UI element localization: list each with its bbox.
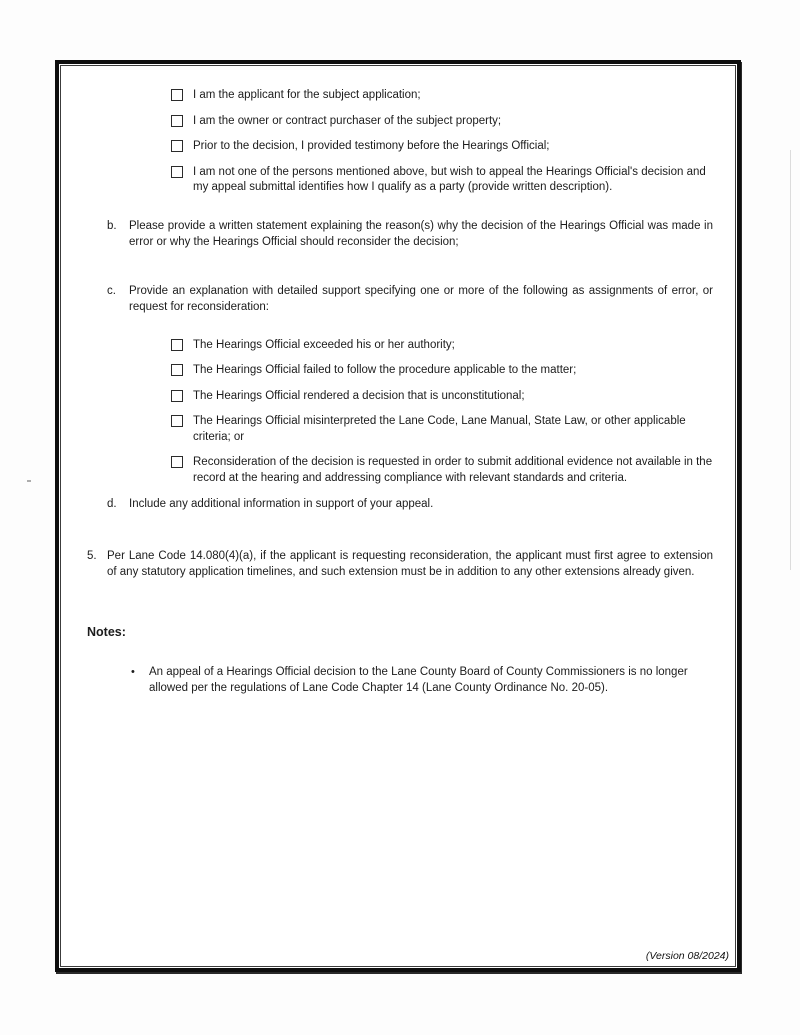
item-d-letter: d. [107,498,117,510]
checkbox-item-reconsideration [171,455,713,486]
checkbox-owner[interactable] [171,115,183,127]
notes-list [131,664,713,696]
item-5-text: Per Lane Code 14.080(4)(a), if the applicant is requesting reconsideration, the applicant must first agree to extension of any statutory application timelines, and such extension must be in addition to any other extensions already given. [107,550,713,578]
checkbox-testimony[interactable] [171,140,183,152]
item-b [107,218,713,250]
item-5 [87,548,713,580]
checkbox-label: The Hearings Official misinterpreted the Lane Code, Lane Manual, State Law, or other applicable criteria; or [193,415,686,443]
checkbox-applicant[interactable] [171,89,183,101]
note-item [131,664,713,696]
checkbox-label: The Hearings Official rendered a decision that is unconstitutional; [193,389,525,402]
checkbox-item-misinterpreted [171,414,713,445]
checkbox-item-owner [171,114,713,130]
item-b-text: Please provide a written statement explaining the reason(s) why the decision of the Hearings Official was made in error or why the Hearings Official should reconsider the decision; [129,219,713,248]
bullet-icon: • [131,666,135,678]
checkbox-other-party[interactable] [171,166,183,178]
party-status-checklist [171,88,713,196]
checkbox-item-testimony [171,139,713,155]
item-b-letter: b. [107,219,117,232]
item-c [107,283,713,315]
scan-artifact-speck [27,480,31,482]
checkbox-label: I am not one of the persons mentioned above, but wish to appeal the Hearings Official's decision and my appeal submittal identifies how I qualify as a party (provide written description). [193,165,706,193]
item-5-number: 5. [87,550,97,562]
checkbox-item-unconstitutional [171,389,713,405]
checkbox-item-exceeded-authority [171,338,713,354]
checkbox-item-applicant [171,88,713,104]
checkbox-label: The Hearings Official failed to follow the procedure applicable to the matter; [193,364,577,376]
checkbox-label: I am the applicant for the subject application; [193,89,421,101]
checkbox-item-other-party [171,165,713,196]
item-d [107,496,713,512]
checkbox-label: Prior to the decision, I provided testimony before the Hearings Official; [193,140,550,152]
note-text: An appeal of a Hearings Official decision to the Lane County Board of County Commissioners is no longer allowed per the regulations of Lane Code Chapter 14 (Lane County Ordinance No. 20-05). [149,666,688,694]
checkbox-exceeded-authority[interactable] [171,339,183,351]
checkbox-item-failed-procedure [171,363,713,379]
document-page [55,60,741,972]
checkbox-label: I am the owner or contract purchaser of the subject property; [193,114,502,127]
checkbox-failed-procedure[interactable] [171,364,183,376]
scan-artifact-line [790,150,791,570]
notes-heading: Notes: [87,625,126,639]
version-footer: (Version 08/2024) [645,950,729,962]
item-d-text: Include any additional information in support of your appeal. [129,498,434,510]
item-c-letter: c. [107,284,116,297]
checkbox-label: Reconsideration of the decision is requested in order to submit additional evidence not available in the record at the hearing and addressing compliance with relevant standards and criteria. [193,456,713,484]
item-c-text: Provide an explanation with detailed support specifying one or more of the following as assignments of error, or request for reconsideration: [129,284,713,313]
checkbox-reconsideration[interactable] [171,456,183,468]
page-content [59,64,737,968]
checkbox-label: The Hearings Official exceeded his or her authority; [193,338,455,351]
checkbox-misinterpreted[interactable] [171,415,183,427]
error-assignment-checklist [171,338,713,487]
checkbox-unconstitutional[interactable] [171,390,183,402]
